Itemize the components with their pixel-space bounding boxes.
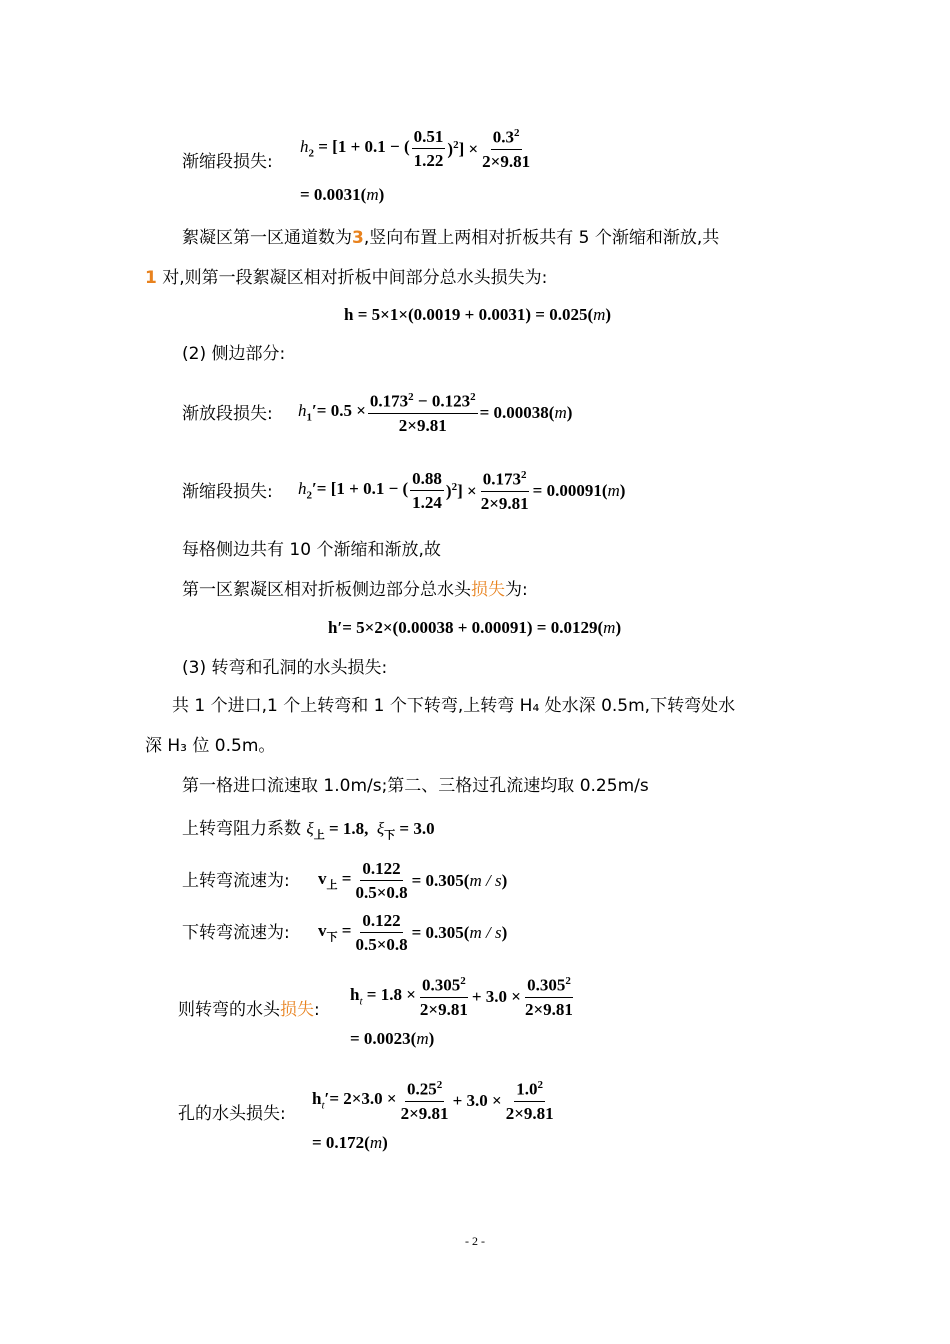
shrink-loss-label: 渐缩段损失:	[182, 152, 273, 172]
para2-line1: 每格侧边共有 10 个渐缩和渐放,故	[182, 540, 441, 560]
para1-line2	[145, 270, 547, 287]
bend-label-b: :	[314, 1000, 320, 1020]
sec3-line1: 共 1 个进口,1 个上转弯和 1 个下转弯,上转弯 H₄ 处水深 0.5m,下转弯处水	[172, 696, 736, 716]
sec3-line2: 深 H₃ 位 0.5m。	[145, 736, 276, 756]
ht-prime-result: = 0.172(m)	[312, 1133, 388, 1152]
v-down-label: 下转弯流速为:	[182, 923, 290, 943]
shrink-side-loss-label: 渐缩段损失:	[182, 482, 273, 502]
side-heading: (2) 侧边部分:	[182, 344, 286, 364]
coef-equation: $\xi_上 = 1.8$, $\xi_下 = 3.0$	[306, 819, 435, 842]
ht-equation: $h_t = 1.8$ × $\frac{0.305^2}{2\times 9.81}$ + 3.0 × $\frac{0.305^2}{2\times 9.81}$	[350, 975, 573, 1019]
para2-text-a: 第一区絮凝区相对折板侧边部分总水头	[182, 580, 471, 600]
h2-equation: $h_2 = [1 + 0.1$ − ( $\frac{0.51}{1.22}$ )$^2$] × $\frac{0.3^2}{2\times 9.81}$	[300, 127, 531, 171]
v-up-label: 上转弯流速为:	[182, 871, 290, 891]
para2-line2	[182, 582, 528, 599]
para1-text-a: 絮凝区第一区通道数为	[182, 228, 352, 248]
coef-label: 上转弯阻力系数	[182, 819, 301, 839]
bend-label-hl: 损失	[280, 1000, 314, 1020]
v-down-equation: $v_下$ = $\frac{0.122}{0.5\times 0.8}$ = 0.305(m / s)	[318, 911, 508, 954]
ht-result: = 0.0023(m)	[350, 1029, 435, 1048]
sec3-heading: (3) 转弯和孔洞的水头损失:	[182, 658, 388, 678]
h1-prime-equation: $h_1'= 0.5$ × $\frac{0.173^2 - 0.123^2}{2\times 9.81}$ = 0.00038(m)	[298, 391, 573, 435]
loss-highlight: 损失	[471, 580, 505, 600]
h-prime-total-equation: h′= 5×2×(0.00038 + 0.00091) = 0.0129(m)	[328, 618, 622, 637]
hole-loss-label: 孔的水头损失:	[178, 1104, 286, 1124]
v-up-equation: $v_上$ = $\frac{0.122}{0.5\times 0.8}$ = 0.305(m / s)	[318, 859, 508, 902]
pair-count: 1	[145, 268, 157, 288]
page-number: - 2 -	[465, 1234, 485, 1248]
h2-result: = 0.0031(m)	[300, 185, 385, 204]
bend-loss-label	[178, 1002, 320, 1019]
channel-count: 3	[352, 228, 364, 248]
sec3-line3: 第一格进口流速取 1.0m/s;第二、三格过孔流速均取 0.25m/s	[182, 776, 649, 796]
para1-text-b: ,竖向布置上两相对折板共有 5 个渐缩和渐放,共	[363, 228, 720, 248]
para2-text-b: 为:	[505, 580, 528, 600]
para1-text-c: 对,则第一段絮凝区相对折板中间部分总水头损失为:	[156, 268, 548, 288]
coef-line	[182, 820, 435, 841]
h-total-equation: h = 5×1×(0.0019 + 0.0031) = 0.025(m)	[344, 305, 612, 324]
ht-prime-equation: $h_t'= 2\times 3.0$ × $\frac{0.25^2}{2\times 9.81}$ + 3.0 × $\frac{1.0^2}{2\times 9.81}$	[312, 1079, 554, 1123]
expand-loss-label: 渐放段损失:	[182, 404, 273, 424]
bend-label-a: 则转弯的水头	[178, 1000, 280, 1020]
h2-prime-equation: $h_2'= [1 + 0.1$ − ( $\frac{0.88}{1.24}$ )$^2$] × $\frac{0.173^2}{2\times 9.81}$ = 0.00091(m)	[298, 469, 626, 513]
para1-line1	[182, 230, 719, 247]
